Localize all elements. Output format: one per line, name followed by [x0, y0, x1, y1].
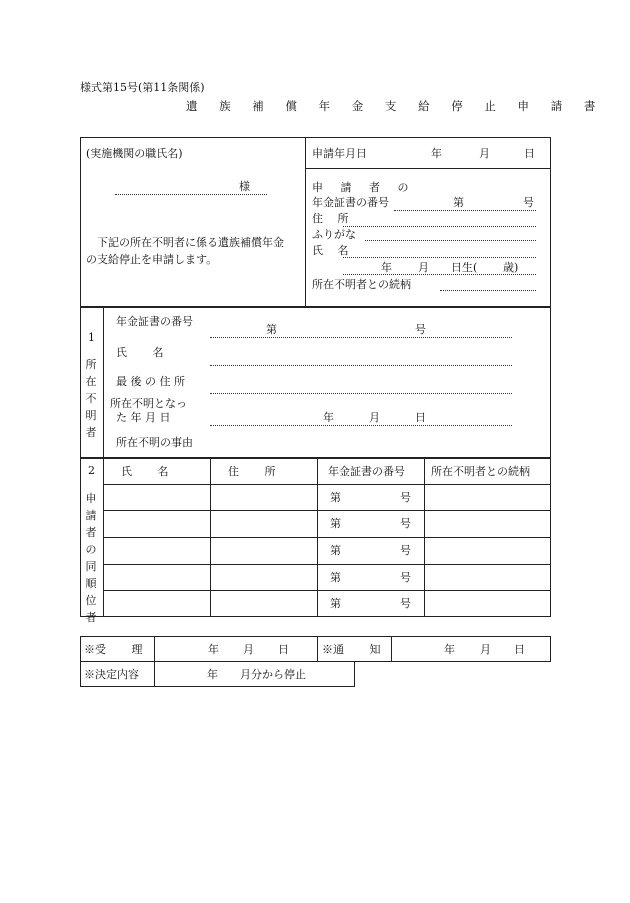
- col-pension-header: 年金証書の番号: [328, 465, 405, 478]
- form-number: 様式第15号(第11条関係): [80, 81, 205, 94]
- s1-name-label: 氏 名: [116, 346, 164, 359]
- received-month: 月: [243, 643, 254, 656]
- table-row-dai: 第: [330, 491, 341, 504]
- notice-label: ※通 知: [322, 643, 381, 656]
- notice-day: 日: [514, 643, 525, 656]
- applicant-label: 申 請 者 の: [312, 181, 416, 194]
- applicant-relation-field[interactable]: [440, 290, 536, 291]
- section2-title: 申請者の同順位者: [85, 492, 97, 624]
- notice-month: 月: [480, 643, 491, 656]
- official-label: (実施機関の職氏名): [86, 147, 183, 160]
- dai-label: 第: [453, 196, 464, 209]
- applicant-birth-field[interactable]: [343, 274, 536, 275]
- table-row-gou: 号: [400, 517, 411, 530]
- s1-day: 日: [415, 411, 426, 424]
- s1-dai: 第: [266, 323, 277, 336]
- table-row-dai: 第: [330, 517, 341, 530]
- sama-label: 様: [239, 180, 250, 193]
- table-row-gou: 号: [400, 597, 411, 610]
- received-year: 年: [208, 643, 219, 656]
- s1-missing-date-label-2: た 年 月 日: [116, 411, 171, 424]
- decision-value: 年 月分から停止: [207, 668, 306, 681]
- s1-missing-date-label-1: 所在不明となっ: [110, 397, 187, 410]
- table-row-gou: 号: [400, 571, 411, 584]
- s1-last-address-field[interactable]: [210, 393, 512, 394]
- applicant-pension-number-field[interactable]: [394, 210, 536, 211]
- col-name-header: 氏 名: [121, 465, 169, 478]
- s1-month: 月: [369, 411, 380, 424]
- received-label: ※受 理: [84, 643, 143, 656]
- gou-label: 号: [523, 196, 534, 209]
- age-label: 歳): [503, 261, 519, 274]
- birth-day-label: 日生(: [451, 261, 478, 274]
- decision-label: ※決定内容: [84, 668, 139, 681]
- relation-label: 所在不明者との続柄: [312, 278, 411, 291]
- month-label: 月: [479, 147, 490, 160]
- page-title: 遺 族 補 償 年 金 支 給 停 止 申 請 書: [186, 99, 605, 113]
- birth-year-label: 年: [381, 261, 392, 274]
- day-label: 日: [524, 147, 535, 160]
- birth-month-label: 月: [418, 261, 429, 274]
- received-day: 日: [278, 643, 289, 656]
- furigana-label: ふりがな: [312, 228, 356, 241]
- notice-year: 年: [444, 643, 455, 656]
- statement-line-2: の支給停止を申請します。: [86, 253, 218, 266]
- s1-last-address-label: 最 後 の 住 所: [116, 375, 185, 388]
- section2-number: 2: [88, 464, 95, 477]
- address-label: 住 所: [312, 212, 349, 225]
- table-row-gou: 号: [400, 544, 411, 557]
- s1-missing-date-field[interactable]: [210, 425, 512, 426]
- table-row-dai: 第: [330, 597, 341, 610]
- official-name-field[interactable]: [115, 194, 267, 195]
- application-date-label: 申請年月日: [312, 147, 367, 160]
- statement-line-1: 下記の所在不明者に係る遺族補償年金: [97, 236, 284, 249]
- year-label: 年: [431, 147, 442, 160]
- s1-name-field[interactable]: [210, 365, 512, 366]
- applicant-furigana-field[interactable]: [365, 240, 536, 241]
- col-address-header: 住 所: [228, 465, 276, 478]
- table-row-dai: 第: [330, 571, 341, 584]
- applicant-address-field[interactable]: [343, 226, 536, 227]
- pension-number-label: 年金証書の番号: [312, 196, 389, 209]
- section1-number: 1: [88, 331, 95, 344]
- col-relation-header: 所在不明者との続柄: [431, 465, 530, 478]
- s1-gou: 号: [415, 323, 426, 336]
- table-row-gou: 号: [400, 491, 411, 504]
- name-label: 氏 名: [312, 244, 349, 257]
- applicant-name-field[interactable]: [343, 257, 536, 258]
- table-row-dai: 第: [330, 544, 341, 557]
- s1-year: 年: [323, 411, 334, 424]
- s1-reason-label: 所在不明の事由: [116, 436, 193, 449]
- section1-title: 所在不明者: [85, 358, 97, 439]
- s1-pension-label: 年金証書の番号: [116, 315, 193, 328]
- s1-pension-number-field[interactable]: [210, 337, 512, 338]
